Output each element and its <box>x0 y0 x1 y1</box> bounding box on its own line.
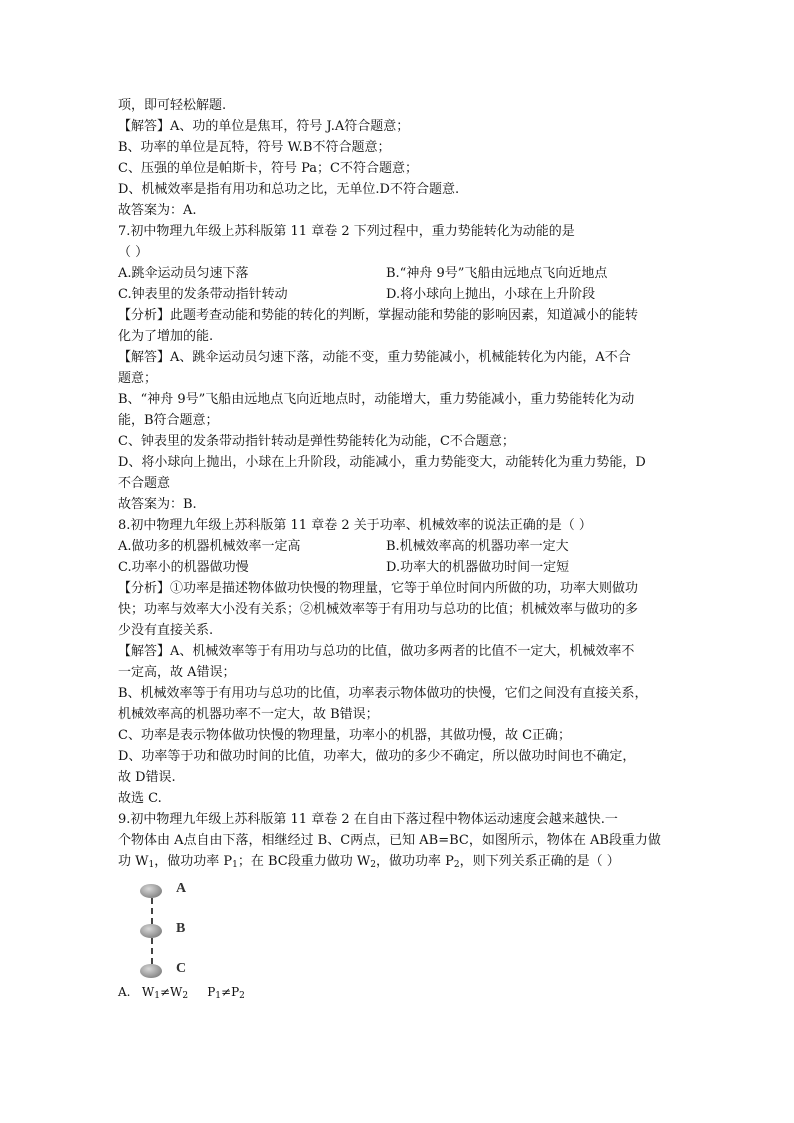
text-line: 【解答】A、功的单位是焦耳，符号 J.A符合题意； <box>118 119 410 134</box>
ball-a <box>140 884 162 898</box>
question-9-stem <box>118 851 688 872</box>
stem-text: ，则下列关系正确的是（ ） <box>459 854 620 869</box>
dashed-path-bc <box>151 938 153 964</box>
analysis-line: 【分析】①功率是描述物体做功快慢的物理量，它等于单位时间内所做的功，功率大则做功 <box>118 581 639 596</box>
option-a: A.做功多的机器机械效率一定高 <box>118 539 301 554</box>
subscript: 1 <box>148 860 155 870</box>
question-7-options-row1 <box>118 263 688 284</box>
dashed-path-ab <box>151 898 153 924</box>
answer-line: 故答案为：B. <box>118 497 197 512</box>
text-line: C、压强的单位是帕斯卡，符号 Pa；C不符合题意； <box>118 161 418 176</box>
label-b: B <box>176 921 186 936</box>
solution-line: B、机械效率等于有用功与总功的比值，功率表示物体做功的快慢，它们之间没有直接关系， <box>118 686 648 701</box>
solution-line: 能，B符合题意； <box>118 413 219 428</box>
option-b: B.机械效率高的机器功率一定大 <box>386 539 569 554</box>
solution-line: 【解答】A、跳伞运动员匀速下落，动能不变，重力势能减小，机械能转化为内能，A不合 <box>118 350 631 365</box>
option-c: C.功率小的机器做功慢 <box>118 560 249 575</box>
falling-ball-diagram <box>140 881 250 976</box>
solution-line: 一定高，故 A错误； <box>118 665 236 680</box>
option-a-line <box>118 982 688 1002</box>
solution-line: D、功率等于功和做功时间的比值，功率大，做功的多少不确定，所以做功时间也不确定， <box>118 749 636 764</box>
solution-line: 【解答】A、机械效率等于有用功与总功的比值，做功多两者的比值不一定大，机械效率不 <box>118 644 635 659</box>
analysis-line: 化为了增加的能. <box>118 329 214 344</box>
text-line: B、功率的单位是瓦特，符号 W.B不符合题意； <box>118 140 391 155</box>
subscript: 2 <box>239 991 245 1001</box>
option-d: D.功率大的机器做功时间一定短 <box>386 560 570 575</box>
stem-text: 功 W <box>118 854 149 869</box>
question-8-options-row1 <box>118 536 688 557</box>
solution-line: 不合题意 <box>118 476 171 491</box>
option-text: A. W <box>118 985 155 999</box>
label-c: C <box>176 961 187 976</box>
subscript: 1 <box>154 991 160 1001</box>
solution-line: 题意； <box>118 371 158 386</box>
answer-line: 故选 C. <box>118 791 162 806</box>
question-8-options-row2 <box>118 557 688 578</box>
subscript: 1 <box>215 991 222 1001</box>
stem-text: ，做功功率 P <box>375 854 454 869</box>
subscript: 2 <box>453 860 460 870</box>
solution-line: C、钟表里的发条带动指针转动是弹性势能转化为动能，C不合题意； <box>118 434 515 449</box>
stem-text: ，做功功率 P <box>154 854 233 869</box>
subscript: 2 <box>370 860 376 870</box>
stem-text: ；在 BC段重力做功 W <box>237 854 371 869</box>
option-b: B.“神舟 9号”飞船由远地点飞向近地点 <box>386 266 608 281</box>
subscript: 1 <box>232 860 238 870</box>
question-9-stem: 9.初中物理九年级上苏科版第 11 章卷 2 在自由下落过程中物体运动速度会越来越快.一 <box>118 812 618 827</box>
text-line: 项，即可轻松解题. <box>118 98 227 113</box>
option-d: D.将小球向上抛出，小球在上升阶段 <box>386 287 596 302</box>
subscript: 2 <box>182 991 189 1001</box>
label-a: A <box>176 881 187 896</box>
question-7-stem: 7.初中物理九年级上苏科版第 11 章卷 2 下列过程中，重力势能转化为动能的是 <box>118 224 575 239</box>
text-line: 故答案为：A. <box>118 203 197 218</box>
question-9-stem: 个物体由 A点自由下落，相继经过 B、C两点，已知 AB=BC，如图所示，物体在 AB段重力做 <box>118 833 661 848</box>
option-text: ≠W <box>160 985 183 999</box>
solution-line: C、功率是表示物体做功快慢的物理量，功率小的机器，其做功慢，故 C正确； <box>118 728 572 743</box>
question-7-options-row2 <box>118 284 688 305</box>
question-8-stem: 8.初中物理九年级上苏科版第 11 章卷 2 关于功率、机械效率的说法正确的是（ ） <box>118 518 592 533</box>
solution-line: 机械效率高的机器功率不一定大，故 B错误； <box>118 707 379 722</box>
option-c: C.钟表里的发条带动指针转动 <box>118 287 288 302</box>
ball-c <box>140 964 162 978</box>
analysis-line: 少没有直接关系. <box>118 623 214 638</box>
question-7-bracket: （ ） <box>118 245 149 260</box>
solution-line: D、将小球向上抛出，小球在上升阶段，动能减小，重力势能变大，动能转化为重力势能，D <box>118 455 646 470</box>
option-text: P <box>188 985 216 999</box>
document-page <box>118 95 688 1002</box>
option-text: ≠P <box>221 985 240 999</box>
ball-b <box>140 924 162 938</box>
solution-line: 故 D错误. <box>118 770 176 785</box>
solution-line: B、“神舟 9号”飞船由远地点飞向近地点时，动能增大，重力势能减小，重力势能转化为动 <box>118 392 635 407</box>
analysis-line: 快；功率与效率大小没有关系；②机械效率等于有用功与总功的比值；机械效率与做功的多 <box>118 602 639 617</box>
text-line: D、机械效率是指有用功和总功之比，无单位.D不符合题意. <box>118 182 460 197</box>
option-a: A.跳伞运动员匀速下落 <box>118 266 249 281</box>
analysis-line: 【分析】此题考查动能和势能的转化的判断，掌握动能和势能的影响因素，知道减小的能转 <box>118 308 639 323</box>
